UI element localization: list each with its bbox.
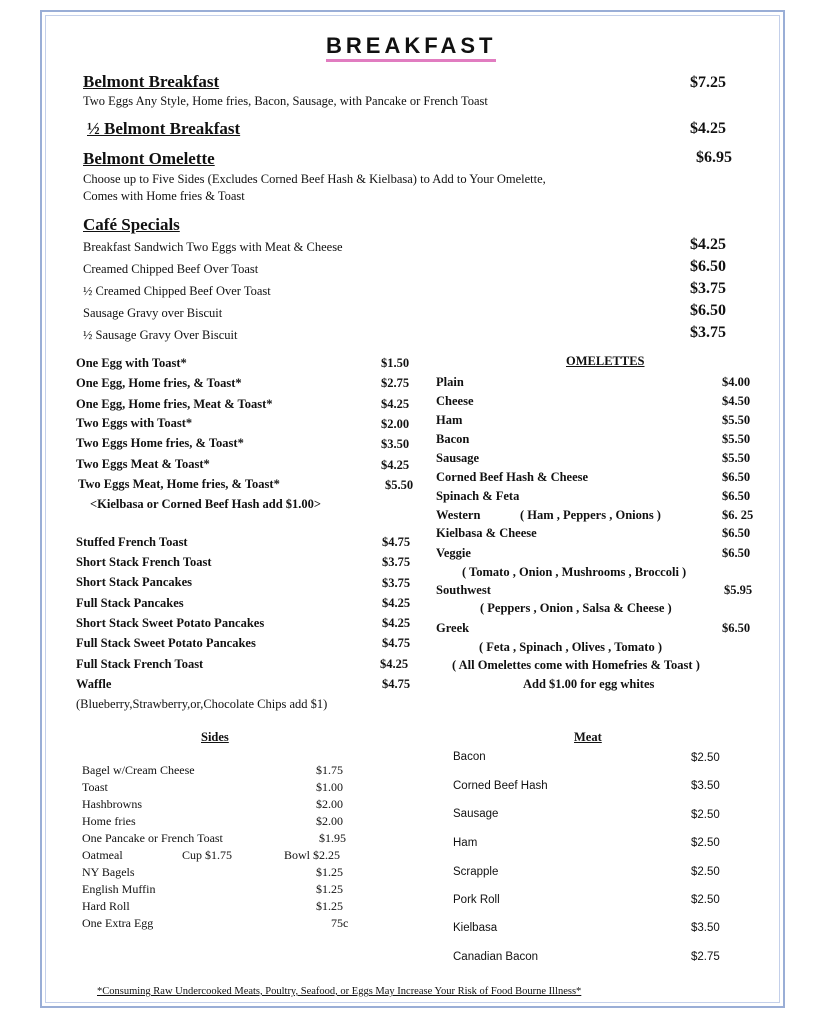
- half-belmont-name: ½ Belmont Breakfast: [87, 119, 241, 138]
- griddle-item-name: Stuffed French Toast: [76, 535, 188, 549]
- omelette-veggie-detail: ( Tomato , Onion , Mushrooms , Broccoli ): [462, 565, 687, 579]
- side-item-name: Hard Roll: [82, 899, 130, 913]
- omelette-item-price: $5.50: [722, 432, 751, 446]
- omelette-item-price: $6.50: [722, 470, 751, 484]
- omelette-item-price: $5.50: [722, 451, 751, 465]
- eggs-item-name: Two Eggs Home fries, & Toast*: [76, 436, 244, 450]
- side-oatmeal-name: Oatmeal: [82, 848, 123, 862]
- omelette-item-name: Bacon: [436, 432, 470, 446]
- omelette-item-price: $4.00: [722, 375, 751, 389]
- eggs-item-name: Two Eggs with Toast*: [76, 416, 193, 430]
- side-item-price: $2.00: [316, 814, 343, 828]
- meat-item-price: $2.50: [691, 866, 720, 878]
- side-item-name: NY Bagels: [82, 865, 135, 879]
- eggs-item-price: $1.50: [381, 356, 410, 370]
- cafe-item-price: $6.50: [690, 302, 726, 319]
- belmont-omelette-desc-2: Comes with Home fries & Toast: [83, 189, 245, 203]
- side-item-name: Toast: [82, 780, 108, 794]
- eggs-item-price: $2.75: [381, 376, 410, 390]
- omelette-item-name: Veggie: [436, 546, 471, 560]
- meat-item-name: Ham: [453, 837, 478, 849]
- griddle-item-name: Full Stack Sweet Potato Pancakes: [76, 636, 256, 650]
- side-item-price: 75c: [331, 916, 349, 930]
- meat-item-price: $3.50: [691, 780, 720, 792]
- meat-item-name: Kielbasa: [453, 922, 498, 934]
- eggs-item-name: One Egg with Toast*: [76, 356, 187, 370]
- side-item-name: One Pancake or French Toast: [82, 831, 223, 845]
- griddle-item-price: $3.75: [382, 555, 411, 569]
- omelette-item-price: $6.50: [722, 621, 751, 635]
- omelettes-note-homefries: ( All Omelettes come with Homefries & Toast ): [452, 658, 700, 672]
- omelette-item-name: Sausage: [436, 451, 480, 465]
- eggs-item-price: $2.00: [381, 417, 410, 431]
- griddle-item-price: $4.75: [382, 636, 411, 650]
- half-belmont-price: $4.25: [690, 120, 726, 137]
- belmont-omelette-desc-1: Choose up to Five Sides (Excludes Corned Beef Hash & Kielbasa) to Add to Your Omelette,: [83, 172, 546, 186]
- omelette-item-price: $6.50: [722, 489, 751, 503]
- eggs-item-price: $3.50: [381, 437, 410, 451]
- griddle-item-price: $4.75: [382, 677, 411, 691]
- omelette-item-name: Greek: [436, 621, 470, 635]
- eggs-item-name: Two Eggs Meat & Toast*: [76, 457, 210, 471]
- omelette-item-name: Western: [436, 508, 481, 522]
- meat-item-name: Corned Beef Hash: [453, 780, 548, 792]
- side-oatmeal-cup: Cup $1.75: [182, 848, 233, 862]
- cafe-item-price: $4.25: [690, 236, 726, 253]
- meat-item-price: $2.50: [691, 809, 720, 821]
- griddle-item-name: Waffle: [76, 677, 112, 691]
- side-item-price: $1.25: [316, 899, 343, 913]
- omelette-item-name: Plain: [436, 375, 464, 389]
- omelette-item-name: Ham: [436, 413, 463, 427]
- omelette-item-name: Spinach & Feta: [436, 489, 520, 503]
- griddle-item-name: Full Stack French Toast: [76, 657, 204, 671]
- side-item-price: $1.25: [316, 865, 343, 879]
- meat-item-name: Pork Roll: [453, 894, 500, 906]
- meat-item-price: $3.50: [691, 922, 720, 934]
- cafe-specials-heading: Café Specials: [83, 215, 180, 234]
- omelette-item-name: Corned Beef Hash & Cheese: [436, 470, 589, 484]
- eggs-item-name: Two Eggs Meat, Home fries, & Toast*: [78, 477, 280, 491]
- belmont-breakfast-desc: Two Eggs Any Style, Home fries, Bacon, Sausage, with Pancake or French Toast: [83, 94, 488, 108]
- footer-disclaimer: *Consuming Raw Undercooked Meats, Poultry, Seafood, or Eggs May Increase Your Risk of Food Bourne Illness*: [97, 986, 582, 997]
- belmont-breakfast-name: Belmont Breakfast: [83, 72, 220, 91]
- meat-item-name: Sausage: [453, 808, 499, 820]
- omelettes-note-egg-whites: Add $1.00 for egg whites: [523, 677, 655, 691]
- griddle-item-name: Short Stack Pancakes: [76, 575, 192, 589]
- side-item-name: One Extra Egg: [82, 916, 154, 930]
- cafe-item-name: Breakfast Sandwich Two Eggs with Meat & Cheese: [83, 240, 343, 254]
- side-item-name: Bagel w/Cream Cheese: [82, 763, 195, 777]
- eggs-item-price: $4.25: [381, 458, 410, 472]
- omelette-item-price: $6. 25: [722, 508, 754, 522]
- griddle-item-name: Short Stack Sweet Potato Pancakes: [76, 616, 265, 630]
- omelette-item-price: $6.50: [722, 546, 751, 560]
- griddle-item-price: $3.75: [382, 576, 411, 590]
- side-item-name: English Muffin: [82, 882, 156, 896]
- omelette-item-price: $4.50: [722, 394, 751, 408]
- eggs-item-price: $4.25: [381, 397, 410, 411]
- belmont-omelette-price: $6.95: [696, 149, 732, 166]
- meat-heading: Meat: [574, 730, 602, 744]
- griddle-item-name: Full Stack Pancakes: [76, 596, 184, 610]
- cafe-item-price: $3.75: [690, 324, 726, 341]
- sides-heading: Sides: [201, 730, 229, 744]
- side-item-price: $2.00: [316, 797, 343, 811]
- griddle-item-price: $4.25: [382, 616, 411, 630]
- cafe-item-name: ½ Sausage Gravy Over Biscuit: [83, 328, 238, 342]
- side-item-price: $1.75: [316, 763, 343, 777]
- omelette-southwest-detail: ( Peppers , Onion , Salsa & Cheese ): [480, 601, 672, 615]
- omelette-item-price: $6.50: [722, 526, 751, 540]
- meat-item-name: Bacon: [453, 751, 486, 763]
- omelette-item-price: $5.50: [722, 413, 751, 427]
- griddle-item-name: Short Stack French Toast: [76, 555, 212, 569]
- side-item-price: $1.95: [319, 831, 346, 845]
- meat-item-price: $2.50: [691, 894, 720, 906]
- eggs-note: <Kielbasa or Corned Beef Hash add $1.00>: [90, 497, 322, 511]
- omelette-western-detail: ( Ham , Peppers , Onions ): [520, 508, 661, 522]
- griddle-item-price: $4.25: [380, 657, 409, 671]
- cafe-item-name: Sausage Gravy over Biscuit: [83, 306, 223, 320]
- eggs-item-price: $5.50: [385, 478, 414, 492]
- belmont-breakfast-price: $7.25: [690, 74, 726, 91]
- omelettes-heading: OMELETTES: [566, 354, 645, 368]
- griddle-item-price: $4.75: [382, 535, 411, 549]
- meat-item-name: Scrapple: [453, 866, 499, 878]
- omelette-item-name: Cheese: [436, 394, 474, 408]
- side-item-price: $1.00: [316, 780, 343, 794]
- meat-item-price: $2.50: [691, 752, 720, 764]
- cafe-item-price: $3.75: [690, 280, 726, 297]
- omelette-item-name: Kielbasa & Cheese: [436, 526, 537, 540]
- omelette-item-name: Southwest: [436, 583, 491, 597]
- cafe-item-name: Creamed Chipped Beef Over Toast: [83, 262, 259, 276]
- griddle-item-price: $4.25: [382, 596, 411, 610]
- side-item-name: Home fries: [82, 814, 136, 828]
- omelette-item-price: $5.95: [724, 583, 753, 597]
- cafe-item-price: $6.50: [690, 258, 726, 275]
- meat-item-name: Canadian Bacon: [453, 951, 539, 963]
- omelette-greek-detail: ( Feta , Spinach , Olives , Tomato ): [479, 640, 662, 654]
- eggs-item-name: One Egg, Home fries, & Toast*: [76, 376, 242, 390]
- side-item-name: Hashbrowns: [82, 797, 142, 811]
- menu-title: BREAKFAST: [326, 34, 496, 62]
- meat-item-price: $2.50: [691, 837, 720, 849]
- belmont-omelette-name: Belmont Omelette: [83, 149, 215, 168]
- meat-item-price: $2.75: [691, 951, 720, 963]
- cafe-item-name: ½ Creamed Chipped Beef Over Toast: [83, 284, 271, 298]
- side-oatmeal-bowl: Bowl $2.25: [284, 848, 341, 862]
- side-item-price: $1.25: [316, 882, 343, 896]
- griddle-note: (Blueberry,Strawberry,or,Chocolate Chips add $1): [76, 697, 328, 711]
- eggs-item-name: One Egg, Home fries, Meat & Toast*: [76, 397, 273, 411]
